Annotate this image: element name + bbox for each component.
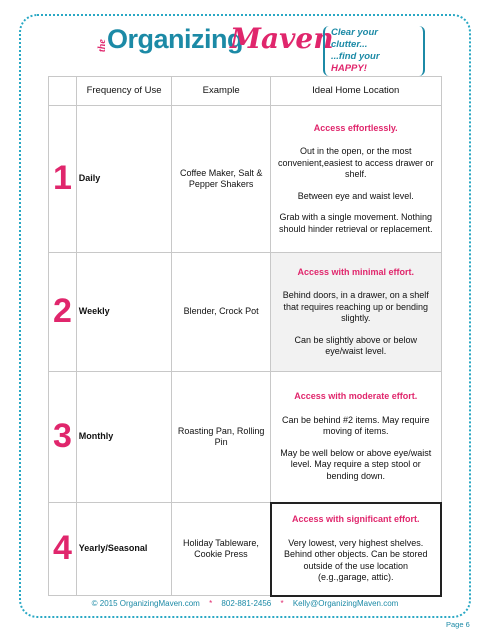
tagline-line2: ...find your HAPPY! [331,51,380,74]
brand-header [95,22,425,74]
row-number: 3 [49,372,77,503]
row-location [271,253,442,372]
table-row [49,372,442,503]
location-detail: Can be slightly above or below eye/waist level. [294,334,418,356]
table-row [49,503,442,596]
row-example: Coffee Maker, Salt & Pepper Shakers [172,106,271,253]
header-frequency: Frequency of Use [76,77,172,106]
row-frequency: Daily [76,106,172,253]
footer-copyright: © 2015 OrganizingMaven.com [91,599,200,608]
row-location [271,372,442,503]
location-detail: Very lowest, very highest shelves. Behind other objects. Can be stored outside of the use location (e.g.,garage, attic). [283,537,428,583]
tagline-happy: HAPPY! [331,63,367,74]
footer-email: Kelly@OrganizingMaven.com [292,599,399,608]
table-header-row [49,77,442,106]
access-level: Access with moderate effort. [294,391,418,402]
location-detail: Between eye and waist level. [297,190,414,201]
footer-separator: * [280,599,284,608]
tagline-line1: Clear your clutter... [331,27,378,50]
row-location [271,503,442,596]
row-frequency: Yearly/Seasonal [76,503,172,596]
row-number: 4 [49,503,77,596]
row-number: 1 [49,106,77,253]
access-level: Access with minimal effort. [297,266,415,277]
table-row [49,106,442,253]
footer [0,599,490,608]
location-detail: Can be behind #2 items. May require moving of items. [281,414,430,437]
row-example: Roasting Pan, Rolling Pin [172,372,271,503]
access-level: Access effortlessly. [313,122,398,133]
header-location: Ideal Home Location [271,77,442,106]
brand-tagline [323,26,425,76]
header-number-cell [49,77,77,106]
table-row [49,253,442,372]
brand-maven: Maven [230,22,334,55]
brand-the: the [97,39,108,52]
footer-separator: * [209,599,213,608]
frequency-table [48,76,442,597]
location-detail: Out in the open, or the most convenient,easiest to access drawer or shelf. [277,146,434,180]
footer-phone: 802-881-2456 [221,599,272,608]
row-location [271,106,442,253]
header-example: Example [172,77,271,106]
access-level: Access with significant effort. [291,514,420,525]
row-frequency: Monthly [76,372,172,503]
location-detail: May be well below or above eye/waist level. May require a step stool or bending down. [280,447,432,481]
location-detail: Grab with a single movement. Nothing should hinder retrieval or replacement. [278,212,433,234]
row-example: Holiday Tableware, Cookie Press [172,503,271,596]
location-detail: Behind doors, in a drawer, on a shelf that requires reaching up or bending slightly. [282,290,429,323]
row-frequency: Weekly [76,253,172,372]
row-number: 2 [49,253,77,372]
row-example: Blender, Crock Pot [172,253,271,372]
brand-organizing: Organizing [107,24,243,54]
page-number: Page 6 [446,620,470,629]
